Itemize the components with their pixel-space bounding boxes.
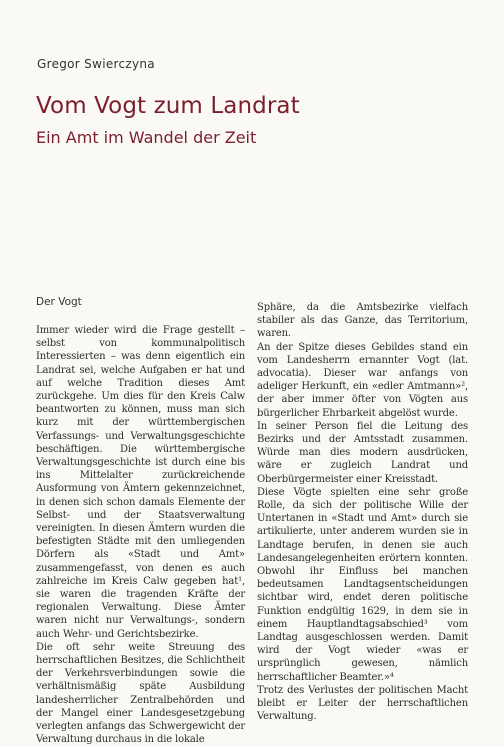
paragraph: In seiner Person fiel die Leitung des Bezirks und der Amtsstadt zusammen. Würde man dies modern ausdrücken, wäre er zugleich Landrat und Oberbürgermeister einer Kreisstadt. bbox=[257, 420, 468, 485]
article-title: Vom Vogt zum Landrat bbox=[36, 93, 300, 119]
author-name: Gregor Swierczyna bbox=[37, 57, 155, 71]
paragraph: Sphäre, da die Amtsbezirke vielfach stabiler als das Ganze, das Territorium, waren. bbox=[257, 302, 468, 340]
paragraph: Diese Vögte spielten eine sehr große Rolle, da sich der politische Wille der Untertanen in «Stadt und Amt» durch sie artikulierte, unter anderem wurden sie in Landtage berufen, in denen sie auch Landesangelegenheiten erörtern konnten. Obwohl ihr Einfluss bei manchen bedeutsamen Landtagsentscheidungen sichtbar wird, endet deren politische Funktion endgültig 1629, in dem sie in einem Hauptlandtagsabschied³ vom Landtag ausgeschlossen werden. Damit wird der Vogt wieder «was er ursprünglich gewesen, nämlich herrschaftlicher Beamter.»⁴ bbox=[257, 486, 468, 683]
right-column bbox=[257, 301, 468, 724]
left-column bbox=[36, 324, 245, 747]
paragraph: Immer wieder wird die Frage gestellt – selbst von kommunalpolitisch Interessierten – was denn eigentlich ein Landrat sei, welche Aufgaben er hat und auf welche Tradition dieses Amt zurückgehe. Um dies für den Kreis Calw beantworten zu können, muss man sich kurz mit der württembergischen Verfassungs- und Verwaltungsgeschichte beschäftigen. Die württembergische Verwaltungsgeschichte ist durch eine bis ins Mittelalter zurückreichende Ausformung von Ämtern gekennzeichnet, in denen sich schon damals Elemente der Selbst- und der Staatsverwaltung vereinigten. In diesen Ämtern wurden die befestigten Städte mit den umliegenden Dörfern als «Stadt und Amt» zusammengefasst, von denen es auch zahlreiche im Kreis Calw gegeben hat¹, sie waren die tragenden Kräfte der regionalen Verwaltung. Diese Ämter waren nicht nur Verwaltungs-, sondern auch Wehr- und Gerichtsbezirke. bbox=[36, 325, 245, 640]
paragraph: Die oft sehr weite Streuung des herrschaftlichen Besitzes, die Schlichtheit der Verkehrsverbindungen sowie die verhältnismäßig späte Ausbildung landesherrlicher Zentralbehörden und der Mangel einer Landesgesetzgebung verlegten anfangs das Schwergewicht der Verwaltung durchaus in die lokale bbox=[36, 641, 245, 746]
section-heading: Der Vogt bbox=[36, 296, 82, 308]
paragraph: Trotz des Verlustes der politischen Macht bleibt er Leiter der herrschaftlichen Verwaltung. bbox=[257, 684, 468, 723]
article-subtitle: Ein Amt im Wandel der Zeit bbox=[36, 128, 257, 147]
paragraph: An der Spitze dieses Gebildes stand ein vom Landesherrn ernannter Vogt (lat. advocatia). Dieser war anfangs von adeliger Herkunft, ein «edler Amtmann»², der aber immer öfter von Vögten aus bürgerlicher Ehrbarkeit abgelöst wurde. bbox=[257, 341, 468, 419]
